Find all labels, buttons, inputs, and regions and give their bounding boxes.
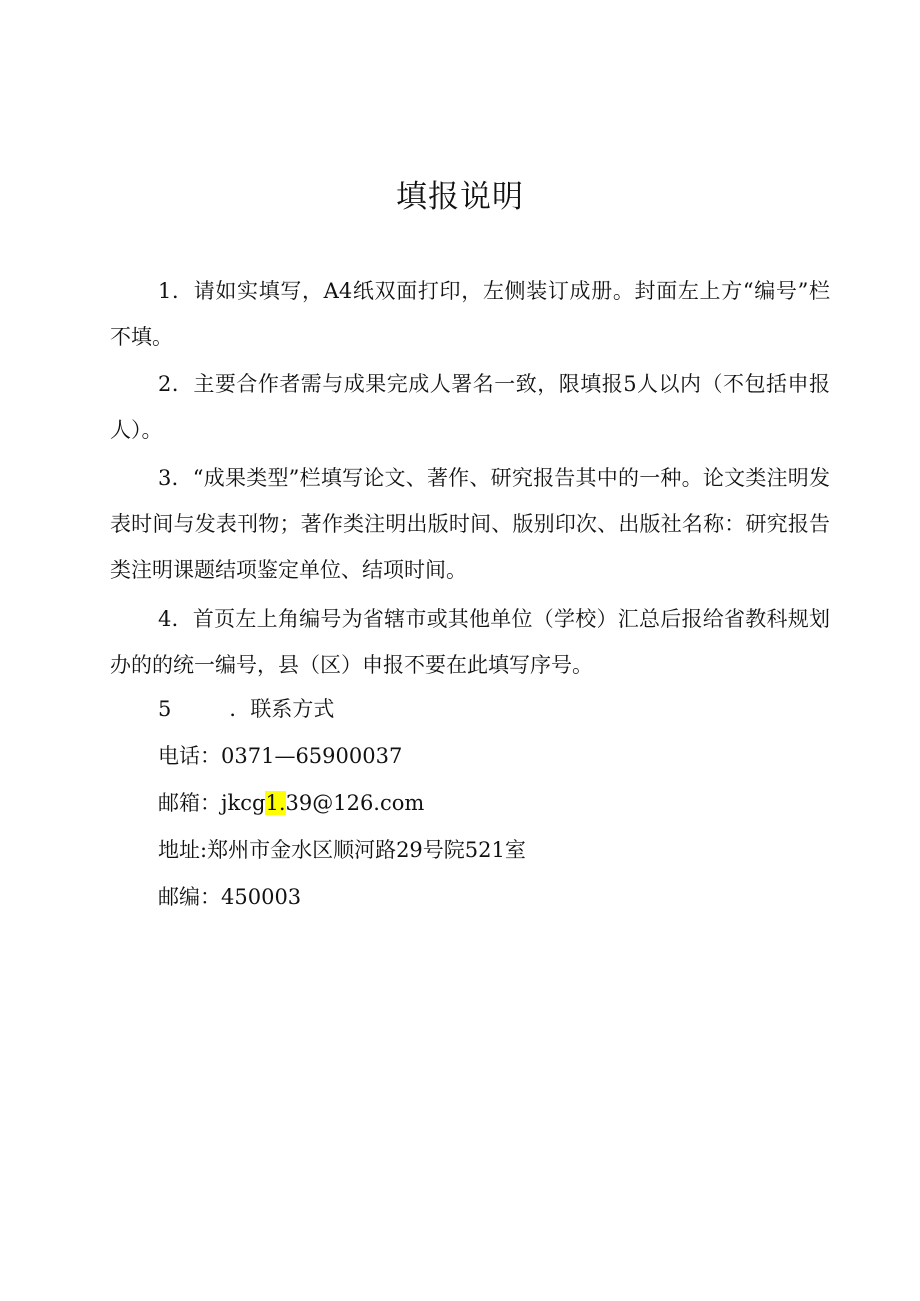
instruction-item-4: 4．首页左上角编号为省辖市或其他单位（学校）汇总后报给省教科规划办的的统一编号，县（区）申报不要在此填写序号。	[110, 607, 830, 677]
email-suffix: 39@126.com	[285, 791, 425, 815]
contact-heading	[158, 686, 334, 732]
email-line	[158, 780, 424, 826]
email-prefix: 邮箱：jkcg	[158, 791, 266, 815]
postcode-line: 邮编：450003	[158, 885, 302, 909]
contact-number: 5	[158, 697, 172, 721]
phone-line: 电话：0371—65900037	[158, 744, 403, 768]
address-line: 地址:郑州市金水区顺河路29号院521室	[158, 838, 526, 862]
instruction-item-2: 2．主要合作者需与成果完成人署名一致，限填报5人以内（不包括申报人）。	[110, 372, 830, 442]
instruction-item-3: 3．“成果类型”栏填写论文、著作、研究报告其中的一种。论文类注明发表时间与发表刊物；著作类注明出版时间、版别印次、出版社名称：研究报告类注明课题结项鉴定单位、结项时间。	[110, 466, 830, 582]
contact-heading-text: ．联系方式	[229, 697, 335, 721]
instruction-item-1: 1．请如实填写，A4纸双面打印，左侧装订成册。封面左上方“编号”栏不填。	[110, 279, 830, 349]
page-title: 填报说明	[396, 179, 524, 215]
email-highlight: 1.	[265, 791, 286, 815]
